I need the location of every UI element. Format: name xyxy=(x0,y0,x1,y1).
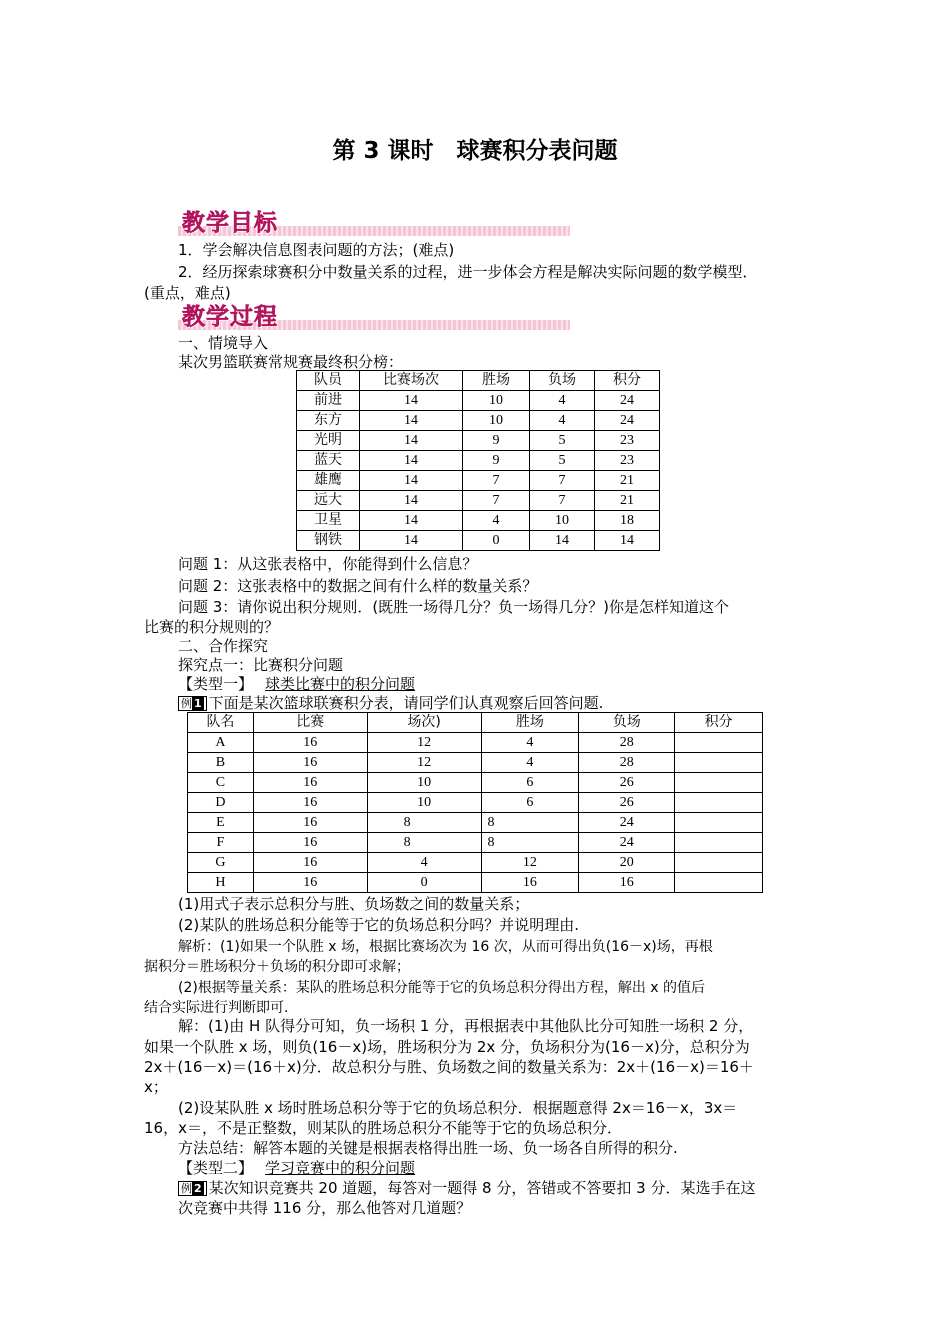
solution-line-1: 解：(1)由 H 队得分可知，负一场积 1 分，再根据表中其他队比分可知胜一场积 2 分， xyxy=(178,1017,754,1035)
standings-table-body xyxy=(297,371,660,551)
standings-header-cell: 队员 xyxy=(297,371,360,391)
league-cell xyxy=(675,873,763,893)
league-row xyxy=(188,793,763,813)
standings-row xyxy=(297,411,660,431)
standings-cell: 18 xyxy=(595,511,660,531)
standings-cell: 23 xyxy=(595,431,660,451)
type-1-tag: 【类型一】 xyxy=(178,675,254,693)
standings-row xyxy=(297,451,660,471)
analysis-line-2: 据积分＝胜场积分＋负场的积分即可求解； xyxy=(144,959,410,975)
example-2-text: 某次知识竞赛共 20 道题，每答对一题得 8 分，答错或不答要扣 3 分．某选手在这 xyxy=(208,1179,756,1197)
standings-row xyxy=(297,431,660,451)
league-cell: 16 xyxy=(579,873,675,893)
standings-cell: 光明 xyxy=(297,431,360,451)
league-cell: 0 xyxy=(367,873,481,893)
league-row xyxy=(188,833,763,853)
standings-cell: 7 xyxy=(530,471,595,491)
solution-line-2: 如果一个队胜 x 场，则负(16－x)场，胜场积分为 2x 分，负场积分为(16－x)分，总积分为 xyxy=(144,1038,750,1056)
league-cell: G xyxy=(188,853,254,873)
solution-line-5: (2)设某队胜 x 场时胜场总积分等于它的负场总积分．根据题意得 2x＝16－x，3x＝ xyxy=(178,1099,738,1117)
standings-row xyxy=(297,511,660,531)
standings-cell: 卫星 xyxy=(297,511,360,531)
league-cell: 4 xyxy=(481,753,579,773)
league-row xyxy=(188,813,763,833)
league-cell: F xyxy=(188,833,254,853)
standings-cell: 21 xyxy=(595,491,660,511)
type-2-line xyxy=(178,1158,415,1178)
league-cell: 16 xyxy=(253,833,367,853)
league-table-body xyxy=(188,713,763,893)
standings-cell: 5 xyxy=(530,451,595,471)
ex1-question-2: (2)某队的胜场总积分能等于它的负场总积分吗？并说明理由. xyxy=(178,916,580,934)
league-cell: 20 xyxy=(579,853,675,873)
league-cell: A xyxy=(188,733,254,753)
type-1-title: 球类比赛中的积分问题 xyxy=(265,675,416,693)
standings-cell: 14 xyxy=(530,531,595,551)
standings-cell: 东方 xyxy=(297,411,360,431)
page-title: 第 3 课时 球赛积分表问题 xyxy=(332,138,618,164)
standings-header-cell: 负场 xyxy=(530,371,595,391)
league-cell: 16 xyxy=(481,873,579,893)
process-section-header xyxy=(178,302,570,332)
league-cell xyxy=(675,833,763,853)
standings-cell: 14 xyxy=(360,491,463,511)
standings-cell: 0 xyxy=(463,531,530,551)
league-cell: 16 xyxy=(253,793,367,813)
standings-cell: 14 xyxy=(595,531,660,551)
type-1-line xyxy=(178,674,415,694)
league-cell: 8 xyxy=(367,833,481,853)
league-cell: 12 xyxy=(481,853,579,873)
standings-cell: 23 xyxy=(595,451,660,471)
goals-section-header xyxy=(178,208,570,238)
standings-cell: 钢铁 xyxy=(297,531,360,551)
standings-cell: 5 xyxy=(530,431,595,451)
solution-line-4: x； xyxy=(144,1078,168,1096)
league-cell: 26 xyxy=(579,793,675,813)
standings-cell: 前进 xyxy=(297,391,360,411)
league-header-cell: 比赛 xyxy=(253,713,367,733)
standings-cell: 21 xyxy=(595,471,660,491)
analysis-line-3: (2)根据等量关系：某队的胜场总积分能等于它的负场总积分得出方程，解出 x 的值后 xyxy=(178,980,706,996)
league-cell xyxy=(675,853,763,873)
league-cell: 16 xyxy=(253,873,367,893)
exploration-point-1: 探究点一：比赛积分问题 xyxy=(178,656,344,674)
standings-row xyxy=(297,491,660,511)
league-row xyxy=(188,773,763,793)
league-cell: 16 xyxy=(253,813,367,833)
intro-lead: 某次男篮联赛常规赛最终积分榜： xyxy=(178,353,404,371)
league-table xyxy=(187,712,763,893)
league-header-cell: 胜场 xyxy=(481,713,579,733)
league-header-cell: 负场 xyxy=(579,713,675,733)
analysis-line-4: 结合实际进行判断即可. xyxy=(144,1000,289,1016)
standings-cell: 10 xyxy=(463,391,530,411)
league-header-cell: 场次) xyxy=(367,713,481,733)
example-1-text: 下面是某次篮球联赛积分表，请同学们认真观察后回答问题. xyxy=(208,694,604,712)
question-1: 问题 1：从这张表格中，你能得到什么信息？ xyxy=(178,555,478,573)
question-3: 问题 3：请你说出积分规则．(既胜一场得几分？负一场得几分？)你是怎样知道这个 xyxy=(178,598,730,616)
method-summary: 方法总结：解答本题的关键是根据表格得出胜一场、负一场各自所得的积分. xyxy=(178,1139,678,1157)
standings-cell: 24 xyxy=(595,391,660,411)
standings-header-cell: 积分 xyxy=(595,371,660,391)
league-cell: B xyxy=(188,753,254,773)
ex1-question-1: (1)用式子表示总积分与胜、负场数之间的数量关系； xyxy=(178,895,530,913)
standings-cell: 14 xyxy=(360,451,463,471)
league-cell: D xyxy=(188,793,254,813)
league-cell: H xyxy=(188,873,254,893)
league-row xyxy=(188,733,763,753)
intro-heading: 一、情境导入 xyxy=(178,334,269,352)
standings-cell: 9 xyxy=(463,431,530,451)
league-cell xyxy=(675,813,763,833)
standings-cell: 14 xyxy=(360,471,463,491)
standings-cell: 14 xyxy=(360,391,463,411)
league-cell: 6 xyxy=(481,773,579,793)
standings-cell: 14 xyxy=(360,411,463,431)
standings-cell: 14 xyxy=(360,511,463,531)
standings-row xyxy=(297,391,660,411)
standings-cell: 蓝天 xyxy=(297,451,360,471)
league-row xyxy=(188,873,763,893)
league-cell: 16 xyxy=(253,773,367,793)
standings-cell: 7 xyxy=(463,491,530,511)
league-cell: 12 xyxy=(367,753,481,773)
goal-line-3: (重点，难点) xyxy=(144,284,231,302)
standings-cell: 4 xyxy=(463,511,530,531)
standings-cell: 14 xyxy=(360,431,463,451)
league-cell: 12 xyxy=(367,733,481,753)
league-cell: 28 xyxy=(579,733,675,753)
league-cell: 8 xyxy=(481,813,579,833)
league-cell xyxy=(675,733,763,753)
league-cell xyxy=(675,773,763,793)
league-cell: 10 xyxy=(367,793,481,813)
standings-header-cell: 比赛场次 xyxy=(360,371,463,391)
example-1-badge: 例 1 xyxy=(178,696,207,711)
type-2-tag: 【类型二】 xyxy=(178,1159,254,1177)
analysis-line-1: 解析：(1)如果一个队胜 x 场，根据比赛场次为 16 次，从而可得出负(16－x)场，再根 xyxy=(178,939,713,955)
standings-table xyxy=(296,370,660,551)
standings-cell: 7 xyxy=(530,491,595,511)
league-header-cell: 积分 xyxy=(675,713,763,733)
standings-cell: 10 xyxy=(530,511,595,531)
solution-line-3: 2x＋(16－x)＝(16＋x)分．故总积分与胜、负场数之间的数量关系为：2x＋(16－x)＝16＋ xyxy=(144,1058,754,1076)
goal-line-2: 2．经历探索球赛积分中数量关系的过程，进一步体会方程是解决实际问题的数学模型． xyxy=(178,263,758,281)
league-cell: 16 xyxy=(253,753,367,773)
league-cell: 16 xyxy=(253,733,367,753)
league-row xyxy=(188,853,763,873)
standings-cell: 9 xyxy=(463,451,530,471)
standings-cell: 远大 xyxy=(297,491,360,511)
question-2: 问题 2：这张表格中的数据之间有什么样的数量关系？ xyxy=(178,577,538,595)
league-cell: 24 xyxy=(579,813,675,833)
league-cell xyxy=(675,753,763,773)
type-2-title: 学习竞赛中的积分问题 xyxy=(265,1159,416,1177)
league-cell: 6 xyxy=(481,793,579,813)
league-cell: 24 xyxy=(579,833,675,853)
example-2-line-2: 次竞赛中共得 116 分，那么他答对几道题？ xyxy=(178,1199,472,1217)
league-cell: 4 xyxy=(367,853,481,873)
standings-row xyxy=(297,471,660,491)
standings-row xyxy=(297,531,660,551)
league-cell: 4 xyxy=(481,733,579,753)
standings-cell: 7 xyxy=(463,471,530,491)
league-cell: E xyxy=(188,813,254,833)
goal-line-1: 1．学会解决信息图表问题的方法；(难点) xyxy=(178,241,455,259)
example-1-line xyxy=(178,693,603,713)
coop-heading: 二、合作探究 xyxy=(178,637,269,655)
standings-cell: 14 xyxy=(360,531,463,551)
process-heading: 教学过程 xyxy=(182,304,278,330)
standings-header-cell: 胜场 xyxy=(463,371,530,391)
league-cell: 16 xyxy=(253,853,367,873)
standings-cell: 4 xyxy=(530,391,595,411)
league-cell: 26 xyxy=(579,773,675,793)
league-cell: 10 xyxy=(367,773,481,793)
example-2-badge: 例 2 xyxy=(178,1181,207,1196)
league-cell: 28 xyxy=(579,753,675,773)
example-2-line xyxy=(178,1178,755,1198)
standings-cell: 4 xyxy=(530,411,595,431)
league-row xyxy=(188,753,763,773)
standings-cell: 10 xyxy=(463,411,530,431)
standings-cell: 雄鹰 xyxy=(297,471,360,491)
question-3-cont: 比赛的积分规则的？ xyxy=(144,618,280,636)
league-cell: 8 xyxy=(481,833,579,853)
standings-header-row xyxy=(297,371,660,391)
goals-heading: 教学目标 xyxy=(182,210,278,236)
league-header-row xyxy=(188,713,763,733)
solution-line-6: 16，x＝，不是正整数，则某队的胜场总积分不能等于它的负场总积分． xyxy=(144,1119,622,1137)
league-cell xyxy=(675,793,763,813)
league-cell: C xyxy=(188,773,254,793)
league-cell: 8 xyxy=(367,813,481,833)
standings-cell: 24 xyxy=(595,411,660,431)
league-header-cell: 队名 xyxy=(188,713,254,733)
